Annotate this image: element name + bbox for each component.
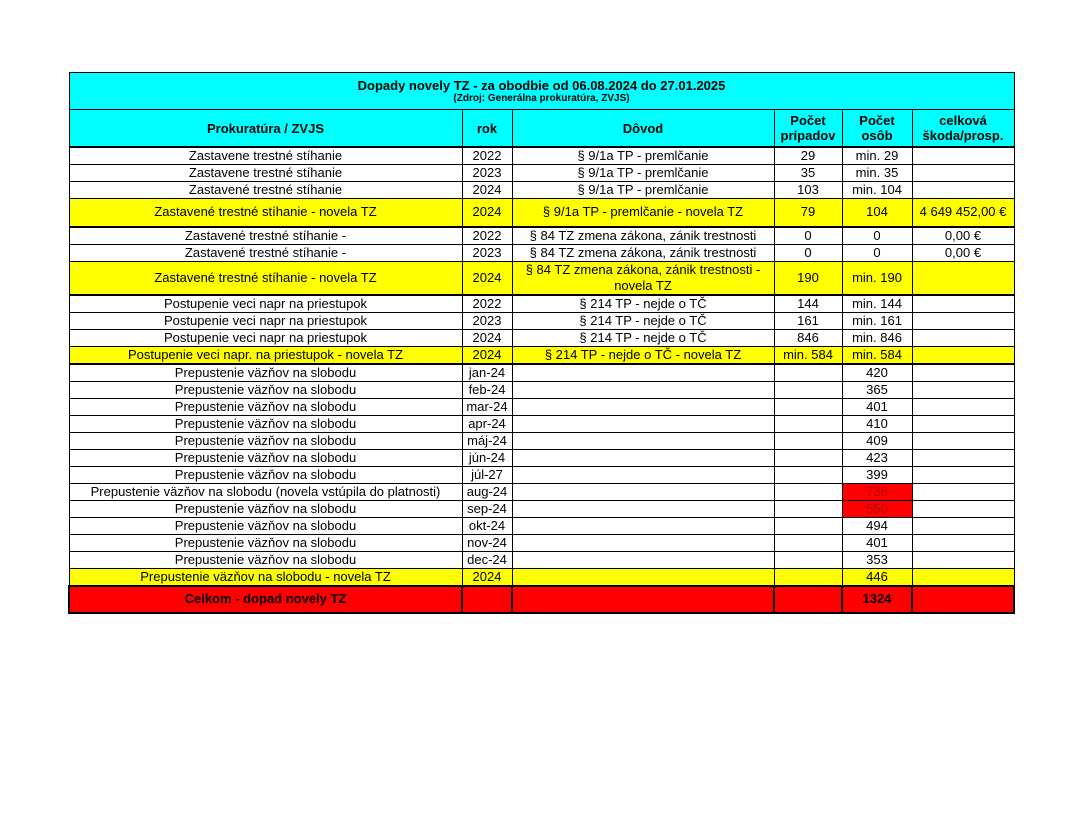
dovod-cell: § 84 TZ zmena zákona, zánik trestnosti xyxy=(512,227,774,245)
prokuratura-cell: Prepustenie väzňov na slobodu xyxy=(69,432,462,449)
rok-cell: 2024 xyxy=(462,346,512,364)
prokuratura-cell: Postupenie veci napr na priestupok xyxy=(69,312,462,329)
table-row xyxy=(69,449,1014,466)
rok-cell: nov-24 xyxy=(462,534,512,551)
rok-cell: 2024 xyxy=(462,199,512,227)
skoda-cell xyxy=(912,346,1014,364)
pocet-pripadov-cell: min. 584 xyxy=(774,346,842,364)
dovod-cell xyxy=(512,398,774,415)
rok-cell: jan-24 xyxy=(462,364,512,382)
table-row xyxy=(69,551,1014,568)
skoda-cell xyxy=(912,500,1014,517)
prokuratura-cell: Prepustenie väzňov na slobodu xyxy=(69,551,462,568)
skoda-cell: 0,00 € xyxy=(912,244,1014,261)
pocet-pripadov-cell: 0 xyxy=(774,227,842,245)
table-row xyxy=(69,568,1014,586)
pocet-osob-cell: 0 xyxy=(842,227,912,245)
header-pocet-pripadov: Počet prípadov xyxy=(774,110,842,148)
skoda-cell xyxy=(912,364,1014,382)
total-empty xyxy=(774,586,842,613)
table-row xyxy=(69,517,1014,534)
pocet-pripadov-cell xyxy=(774,568,842,586)
dovod-cell: § 84 TZ zmena zákona, zánik trestnosti xyxy=(512,244,774,261)
pocet-pripadov-cell xyxy=(774,449,842,466)
skoda-cell xyxy=(912,449,1014,466)
table-row xyxy=(69,500,1014,517)
pocet-osob-cell: 409 xyxy=(842,432,912,449)
table-row xyxy=(69,165,1014,182)
rok-cell: 2024 xyxy=(462,568,512,586)
pocet-osob-cell: 420 xyxy=(842,364,912,382)
prokuratura-cell: Zastavene trestné stíhanie xyxy=(69,147,462,165)
rok-cell: 2024 xyxy=(462,329,512,346)
table-row xyxy=(69,534,1014,551)
prokuratura-cell: Prepustenie väzňov na slobodu xyxy=(69,517,462,534)
dovod-cell: § 9/1a TP - premlčanie xyxy=(512,182,774,199)
rok-cell: 2022 xyxy=(462,227,512,245)
prokuratura-cell: Zastavené trestné stíhanie - novela TZ xyxy=(69,199,462,227)
skoda-cell xyxy=(912,381,1014,398)
skoda-cell xyxy=(912,329,1014,346)
pocet-osob-cell: min. 144 xyxy=(842,295,912,313)
table-row xyxy=(69,346,1014,364)
skoda-cell xyxy=(912,182,1014,199)
table-row xyxy=(69,398,1014,415)
table-title: Dopady novely TZ - za obodbie od 06.08.2024 do 27.01.2025 xyxy=(357,77,726,93)
dovod-cell: § 9/1a TP - premlčanie - novela TZ xyxy=(512,199,774,227)
dovod-cell xyxy=(512,534,774,551)
header-dovod: Dôvod xyxy=(512,110,774,148)
dovod-cell: § 214 TP - nejde o TČ xyxy=(512,312,774,329)
dovod-cell xyxy=(512,517,774,534)
pocet-osob-cell: min. 104 xyxy=(842,182,912,199)
table-row xyxy=(69,312,1014,329)
dovod-cell xyxy=(512,364,774,382)
prokuratura-cell: Zastavené trestné stíhanie - xyxy=(69,244,462,261)
pocet-pripadov-cell xyxy=(774,432,842,449)
rok-cell: dec-24 xyxy=(462,551,512,568)
prokuratura-cell: Prepustenie väzňov na slobodu - novela TZ xyxy=(69,568,462,586)
pocet-osob-cell: min. 846 xyxy=(842,329,912,346)
prokuratura-cell: Postupenie veci napr na priestupok xyxy=(69,329,462,346)
header-prokuratura: Prokuratúra / ZVJS xyxy=(69,110,462,148)
rok-cell: okt-24 xyxy=(462,517,512,534)
rok-cell: 2023 xyxy=(462,244,512,261)
pocet-pripadov-cell xyxy=(774,500,842,517)
table-subtitle: (Zdroj: Generálna prokuratúra, ZVJS) xyxy=(453,92,630,104)
dovod-cell xyxy=(512,500,774,517)
prokuratura-cell: Zastavené trestné stíhanie xyxy=(69,182,462,199)
table-row xyxy=(69,261,1014,295)
pocet-osob-cell: 365 xyxy=(842,381,912,398)
dovod-cell: § 9/1a TP - premlčanie xyxy=(512,147,774,165)
pocet-osob-cell: 446 xyxy=(842,568,912,586)
header-pocet-osob: Počet osôb xyxy=(842,110,912,148)
dovod-cell xyxy=(512,483,774,500)
skoda-cell xyxy=(912,551,1014,568)
rok-cell: júl-27 xyxy=(462,466,512,483)
dovod-cell: § 84 TZ zmena zákona, zánik trestnosti - novela TZ xyxy=(512,261,774,295)
skoda-cell: 0,00 € xyxy=(912,227,1014,245)
prokuratura-cell: Prepustenie väzňov na slobodu xyxy=(69,398,462,415)
table-row xyxy=(69,227,1014,245)
pocet-osob-cell: 353 xyxy=(842,551,912,568)
rok-cell: 2024 xyxy=(462,182,512,199)
header-rok: rok xyxy=(462,110,512,148)
skoda-cell xyxy=(912,432,1014,449)
skoda-cell xyxy=(912,483,1014,500)
pocet-pripadov-cell xyxy=(774,415,842,432)
pocet-pripadov-cell xyxy=(774,483,842,500)
prokuratura-cell: Prepustenie väzňov na slobodu xyxy=(69,534,462,551)
total-empty xyxy=(512,586,774,613)
pocet-pripadov-cell xyxy=(774,517,842,534)
skoda-cell xyxy=(912,261,1014,295)
pocet-pripadov-cell: 79 xyxy=(774,199,842,227)
rok-cell: jún-24 xyxy=(462,449,512,466)
rok-cell: 2022 xyxy=(462,147,512,165)
dovod-cell xyxy=(512,568,774,586)
prokuratura-cell: Zastavene trestné stíhanie xyxy=(69,165,462,182)
skoda-cell xyxy=(912,415,1014,432)
pocet-pripadov-cell: 103 xyxy=(774,182,842,199)
skoda-cell xyxy=(912,466,1014,483)
total-label: Celkom - dopad novely TZ xyxy=(69,586,462,613)
dovod-cell xyxy=(512,415,774,432)
pocet-pripadov-cell: 35 xyxy=(774,165,842,182)
pocet-osob-cell: 401 xyxy=(842,398,912,415)
rok-cell: máj-24 xyxy=(462,432,512,449)
rok-cell: apr-24 xyxy=(462,415,512,432)
skoda-cell xyxy=(912,312,1014,329)
table-row xyxy=(69,432,1014,449)
pocet-pripadov-cell xyxy=(774,364,842,382)
pocet-pripadov-cell: 161 xyxy=(774,312,842,329)
table-row xyxy=(69,364,1014,382)
pocet-osob-cell: 399 xyxy=(842,466,912,483)
prokuratura-cell: Prepustenie väzňov na slobodu xyxy=(69,500,462,517)
dovod-cell xyxy=(512,466,774,483)
table-row xyxy=(69,147,1014,165)
table-row xyxy=(69,415,1014,432)
dovod-cell: § 214 TP - nejde o TČ - novela TZ xyxy=(512,346,774,364)
table-row xyxy=(69,381,1014,398)
pocet-osob-cell: 0 xyxy=(842,244,912,261)
table-row xyxy=(69,466,1014,483)
dovod-cell xyxy=(512,432,774,449)
prokuratura-cell: Prepustenie väzňov na slobodu xyxy=(69,415,462,432)
prokuratura-cell: Zastavené trestné stíhanie - novela TZ xyxy=(69,261,462,295)
skoda-cell xyxy=(912,165,1014,182)
skoda-cell: 4 649 452,00 € xyxy=(912,199,1014,227)
prokuratura-cell: Prepustenie väzňov na slobodu (novela vstúpila do platnosti) xyxy=(69,483,462,500)
pocet-osob-cell: 104 xyxy=(842,199,912,227)
pocet-osob-cell: 494 xyxy=(842,517,912,534)
pocet-pripadov-cell xyxy=(774,534,842,551)
impact-table xyxy=(68,72,1015,614)
skoda-cell xyxy=(912,398,1014,415)
pocet-pripadov-cell xyxy=(774,466,842,483)
pocet-osob-cell: min. 35 xyxy=(842,165,912,182)
prokuratura-cell: Postupenie veci napr. na priestupok - novela TZ xyxy=(69,346,462,364)
dovod-cell: § 214 TP - nejde o TČ xyxy=(512,295,774,313)
rok-cell: mar-24 xyxy=(462,398,512,415)
dovod-cell: § 214 TP - nejde o TČ xyxy=(512,329,774,346)
rok-cell: 2023 xyxy=(462,165,512,182)
pocet-osob-cell: min. 29 xyxy=(842,147,912,165)
dovod-cell xyxy=(512,449,774,466)
skoda-cell xyxy=(912,295,1014,313)
pocet-osob-cell: min. 584 xyxy=(842,346,912,364)
table-row xyxy=(69,483,1014,500)
skoda-cell xyxy=(912,534,1014,551)
prokuratura-cell: Prepustenie väzňov na slobodu xyxy=(69,364,462,382)
table-row xyxy=(69,295,1014,313)
pocet-osob-cell: min. 190 xyxy=(842,261,912,295)
table-row xyxy=(69,329,1014,346)
total-empty xyxy=(462,586,512,613)
pocet-pripadov-cell: 29 xyxy=(774,147,842,165)
table-row xyxy=(69,182,1014,199)
pocet-pripadov-cell: 846 xyxy=(774,329,842,346)
prokuratura-cell: Prepustenie väzňov na slobodu xyxy=(69,449,462,466)
pocet-osob-cell: 401 xyxy=(842,534,912,551)
rok-cell: feb-24 xyxy=(462,381,512,398)
pocet-pripadov-cell: 190 xyxy=(774,261,842,295)
rok-cell: 2022 xyxy=(462,295,512,313)
rok-cell: 2023 xyxy=(462,312,512,329)
pocet-osob-cell: 550 xyxy=(842,500,912,517)
prokuratura-cell: Prepustenie väzňov na slobodu xyxy=(69,466,462,483)
pocet-pripadov-cell xyxy=(774,551,842,568)
pocet-pripadov-cell xyxy=(774,381,842,398)
dovod-cell xyxy=(512,551,774,568)
pocet-osob-cell: 738 xyxy=(842,483,912,500)
table-row xyxy=(69,199,1014,227)
rok-cell: 2024 xyxy=(462,261,512,295)
rok-cell: aug-24 xyxy=(462,483,512,500)
dovod-cell: § 9/1a TP - premlčanie xyxy=(512,165,774,182)
prokuratura-cell: Zastavené trestné stíhanie - xyxy=(69,227,462,245)
dovod-cell xyxy=(512,381,774,398)
table-title-cell xyxy=(69,73,1014,110)
skoda-cell xyxy=(912,517,1014,534)
header-skoda: celková škoda/prosp. xyxy=(912,110,1014,148)
total-value: 1324 xyxy=(842,586,912,613)
pocet-pripadov-cell: 0 xyxy=(774,244,842,261)
pocet-osob-cell: 410 xyxy=(842,415,912,432)
pocet-osob-cell: 423 xyxy=(842,449,912,466)
pocet-pripadov-cell xyxy=(774,398,842,415)
prokuratura-cell: Postupenie veci napr na priestupok xyxy=(69,295,462,313)
total-empty xyxy=(912,586,1014,613)
table-row xyxy=(69,244,1014,261)
skoda-cell xyxy=(912,147,1014,165)
pocet-osob-cell: min. 161 xyxy=(842,312,912,329)
prokuratura-cell: Prepustenie väzňov na slobodu xyxy=(69,381,462,398)
skoda-cell xyxy=(912,568,1014,586)
pocet-pripadov-cell: 144 xyxy=(774,295,842,313)
total-row xyxy=(69,586,1014,613)
rok-cell: sep-24 xyxy=(462,500,512,517)
